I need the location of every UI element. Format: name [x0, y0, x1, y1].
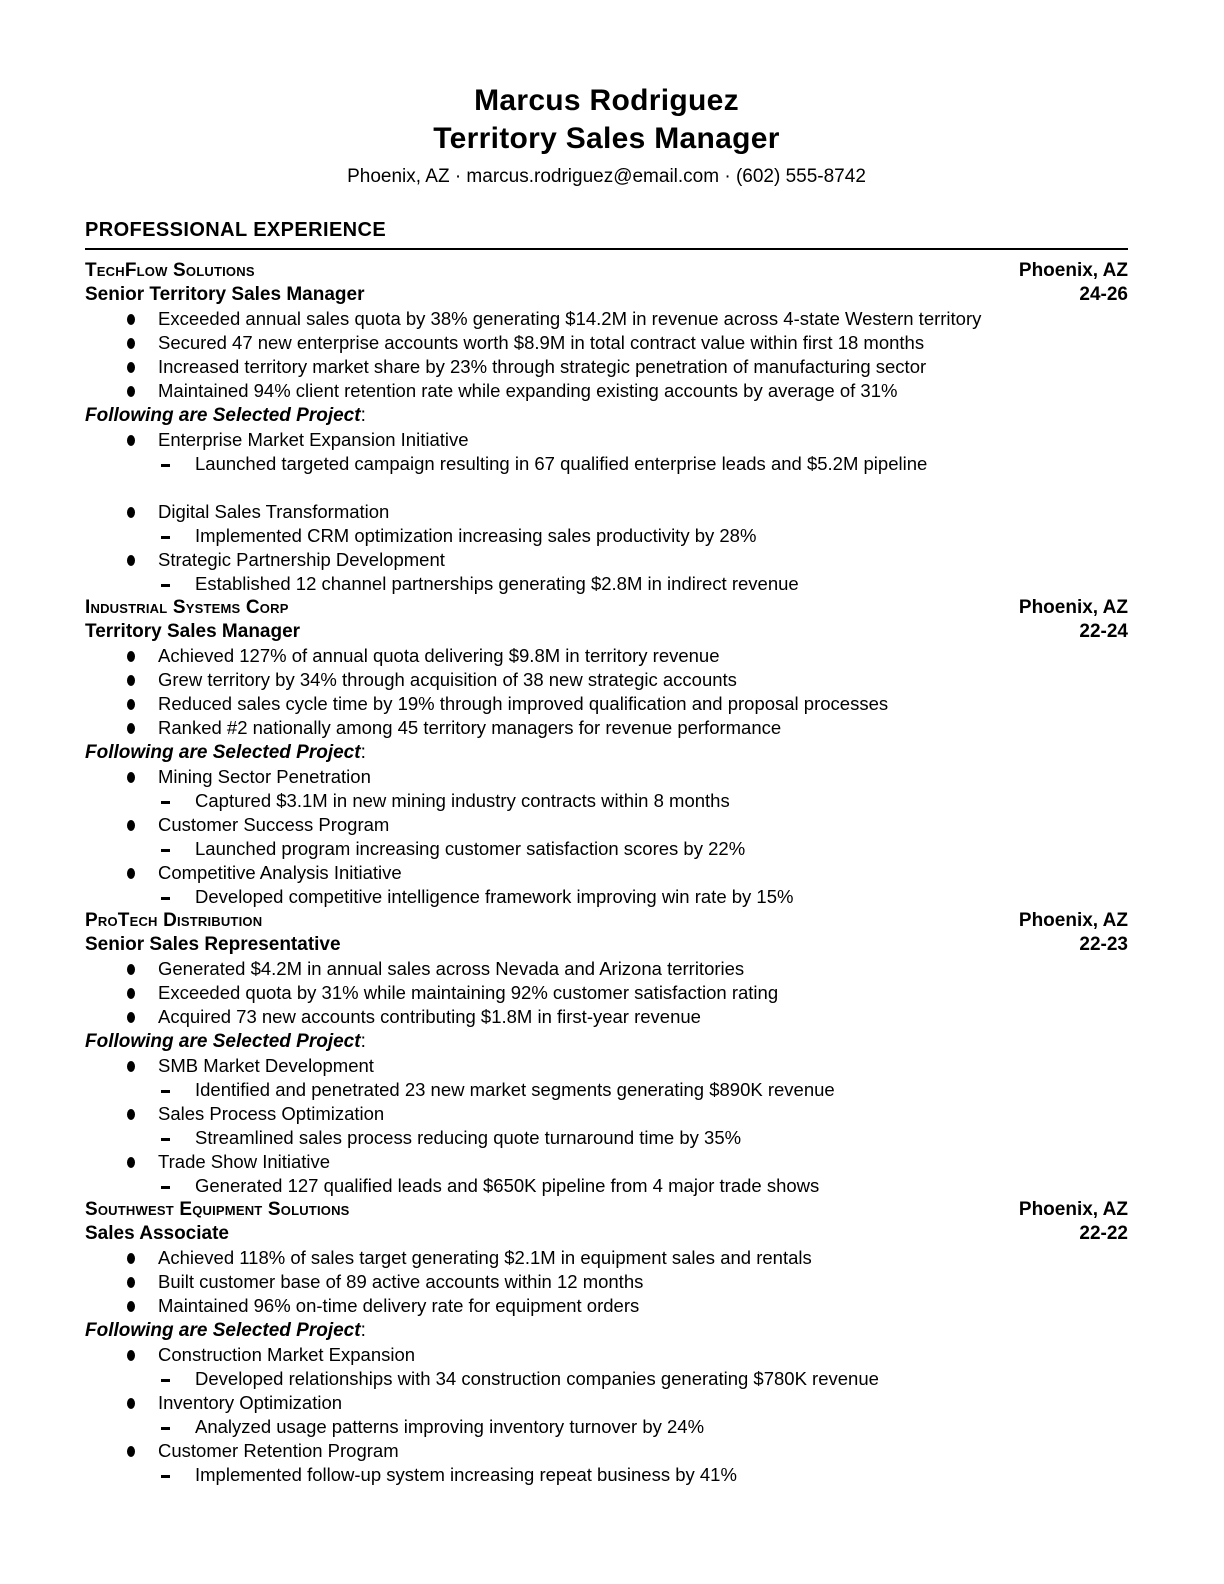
bullet-text: Generated $4.2M in annual sales across Nevada and Arizona territories — [158, 958, 745, 979]
company-name: Industrial Systems Corp — [85, 597, 289, 618]
project-name-row — [85, 428, 1128, 452]
project-detail-row — [85, 789, 1128, 813]
project-detail: Established 12 channel partnerships generating $2.8M in indirect revenue — [195, 573, 799, 594]
project-item — [85, 500, 1128, 548]
project-name: Customer Success Program — [158, 814, 390, 835]
job-role: Territory Sales Manager — [85, 621, 301, 642]
bullet-icon — [127, 699, 135, 710]
bullet-icon — [127, 988, 135, 999]
project-name: Digital Sales Transformation — [158, 501, 390, 522]
job-role: Sales Associate — [85, 1223, 229, 1244]
project-name: Trade Show Initiative — [158, 1151, 331, 1172]
company-location: Phoenix, AZ — [1018, 910, 1128, 931]
bullet-text: Built customer base of 89 active accounts within 12 months — [158, 1271, 644, 1292]
resume-header — [85, 82, 1128, 189]
bullet-item — [85, 981, 1128, 1005]
bullet-item — [85, 1294, 1128, 1318]
project-detail: Developed relationships with 34 construction companies generating $780K revenue — [195, 1368, 879, 1389]
job-bullet-list — [85, 307, 1128, 403]
bullet-icon — [127, 1301, 135, 1312]
project-name-row — [85, 1391, 1128, 1415]
project-name-row — [85, 1054, 1128, 1078]
project-detail-row — [85, 452, 1128, 476]
project-detail-row — [85, 1367, 1128, 1391]
bullet-icon — [127, 820, 135, 831]
role-row — [85, 933, 1128, 957]
project-name: Enterprise Market Expansion Initiative — [158, 429, 469, 450]
job-role: Senior Territory Sales Manager — [85, 284, 365, 305]
project-name-row — [85, 1439, 1128, 1463]
company-row — [85, 909, 1128, 933]
dash-icon — [161, 1186, 170, 1189]
candidate-name: Marcus Rodriguez — [474, 84, 739, 117]
project-name: Competitive Analysis Initiative — [158, 862, 402, 883]
bullet-icon — [127, 964, 135, 975]
project-list — [85, 765, 1128, 909]
role-row — [85, 283, 1128, 307]
dash-icon — [161, 1427, 170, 1430]
projects-heading-colon: : — [360, 1031, 366, 1052]
project-item — [85, 1054, 1128, 1102]
role-row — [85, 620, 1128, 644]
dash-icon — [161, 849, 170, 852]
section-title-professional-experience: PROFESSIONAL EXPERIENCE — [85, 219, 1128, 250]
project-name-row — [85, 765, 1128, 789]
company-location: Phoenix, AZ — [1018, 260, 1128, 281]
job-bullet-list — [85, 1246, 1128, 1318]
job-dates: 22-22 — [1079, 1223, 1128, 1244]
bullet-icon — [127, 507, 135, 518]
bullet-icon — [127, 1109, 135, 1120]
company-name: Southwest Equipment Solutions — [85, 1199, 350, 1220]
company-row — [85, 596, 1128, 620]
project-detail: Analyzed usage patterns improving inventory turnover by 24% — [195, 1416, 705, 1437]
project-detail-row — [85, 1463, 1128, 1487]
project-name-row — [85, 1343, 1128, 1367]
bullet-item — [85, 957, 1128, 981]
project-item — [85, 861, 1128, 909]
dash-icon — [161, 464, 170, 467]
company-name: ProTech Distribution — [85, 910, 263, 931]
job-dates: 24-26 — [1079, 284, 1128, 305]
contact-line: Phoenix, AZ · marcus.rodriguez@email.com · (602) 555-8742 — [347, 166, 866, 187]
job-dates: 22-23 — [1079, 934, 1128, 955]
bullet-icon — [127, 772, 135, 783]
job-bullet-list — [85, 957, 1128, 1029]
project-name-row — [85, 1102, 1128, 1126]
bullet-icon — [127, 723, 135, 734]
bullet-text: Ranked #2 nationally among 45 territory managers for revenue performance — [158, 717, 782, 738]
bullet-text: Achieved 127% of annual quota delivering $9.8M in territory revenue — [158, 645, 720, 666]
bullet-icon — [127, 1446, 135, 1457]
project-name-row — [85, 861, 1128, 885]
bullet-icon — [127, 651, 135, 662]
dash-icon — [161, 584, 170, 587]
dash-icon — [161, 1475, 170, 1478]
project-detail-row — [85, 572, 1128, 596]
company-row — [85, 259, 1128, 283]
project-name: Mining Sector Penetration — [158, 766, 371, 787]
job-entry — [85, 1198, 1128, 1487]
bullet-text: Increased territory market share by 23% through strategic penetration of manufacturing sector — [158, 356, 927, 377]
bullet-icon — [127, 868, 135, 879]
dash-icon — [161, 897, 170, 900]
bullet-icon — [127, 1350, 135, 1361]
project-detail: Identified and penetrated 23 new market segments generating $890K revenue — [195, 1079, 835, 1100]
bullet-item — [85, 668, 1128, 692]
bullet-text: Exceeded quota by 31% while maintaining 92% customer satisfaction rating — [158, 982, 779, 1003]
project-detail: Launched program increasing customer satisfaction scores by 22% — [195, 838, 746, 859]
bullet-item — [85, 692, 1128, 716]
project-detail-row — [85, 1415, 1128, 1439]
bullet-item — [85, 307, 1128, 331]
project-item — [85, 1343, 1128, 1391]
bullet-text: Maintained 96% on-time delivery rate for equipment orders — [158, 1295, 640, 1316]
project-detail-row — [85, 1126, 1128, 1150]
job-role: Senior Sales Representative — [85, 934, 341, 955]
project-name: Sales Process Optimization — [158, 1103, 385, 1124]
projects-heading-label: Following are Selected Project — [85, 742, 361, 763]
project-item — [85, 1391, 1128, 1439]
project-detail: Developed competitive intelligence framework improving win rate by 15% — [195, 886, 794, 907]
projects-heading-colon: : — [360, 742, 366, 763]
project-list — [85, 1054, 1128, 1198]
project-name-row — [85, 500, 1128, 524]
project-item — [85, 813, 1128, 861]
projects-heading — [85, 740, 1128, 765]
projects-heading-label: Following are Selected Project — [85, 1031, 361, 1052]
bullet-text: Secured 47 new enterprise accounts worth $8.9M in total contract value within first 18 months — [158, 332, 925, 353]
project-list — [85, 1343, 1128, 1487]
bullet-icon — [127, 314, 135, 325]
projects-heading-colon: : — [360, 1320, 366, 1341]
bullet-item — [85, 1270, 1128, 1294]
project-detail: Generated 127 qualified leads and $650K pipeline from 4 major trade shows — [195, 1175, 820, 1196]
bullet-item — [85, 331, 1128, 355]
project-item — [85, 428, 1128, 476]
project-name-row — [85, 548, 1128, 572]
bullet-item — [85, 644, 1128, 668]
project-detail: Implemented follow-up system increasing repeat business by 41% — [195, 1464, 737, 1485]
project-name: Strategic Partnership Development — [158, 549, 445, 570]
project-detail-row — [85, 885, 1128, 909]
projects-heading — [85, 1318, 1128, 1343]
bullet-icon — [127, 435, 135, 446]
bullet-text: Achieved 118% of sales target generating $2.1M in equipment sales and rentals — [158, 1247, 812, 1268]
project-item — [85, 1439, 1128, 1487]
bullet-item — [85, 1005, 1128, 1029]
bullet-item — [85, 716, 1128, 740]
bullet-icon — [127, 675, 135, 686]
company-location: Phoenix, AZ — [1018, 1199, 1128, 1220]
project-item — [85, 1150, 1128, 1198]
project-name: SMB Market Development — [158, 1055, 374, 1076]
bullet-icon — [127, 338, 135, 349]
dash-icon — [161, 1138, 170, 1141]
bullet-text: Grew territory by 34% through acquisition of 38 new strategic accounts — [158, 669, 737, 690]
project-name: Construction Market Expansion — [158, 1344, 416, 1365]
company-row — [85, 1198, 1128, 1222]
projects-heading-colon: : — [360, 405, 366, 426]
job-entry — [85, 909, 1128, 1198]
dash-icon — [161, 801, 170, 804]
bullet-icon — [127, 1253, 135, 1264]
project-name: Customer Retention Program — [158, 1440, 399, 1461]
job-entry — [85, 259, 1128, 596]
project-item — [85, 548, 1128, 596]
job-entry — [85, 596, 1128, 909]
project-item — [85, 1102, 1128, 1150]
bullet-item — [85, 379, 1128, 403]
project-detail-row — [85, 524, 1128, 548]
project-detail-row — [85, 837, 1128, 861]
bullet-item — [85, 1246, 1128, 1270]
bullet-icon — [127, 362, 135, 373]
project-name-row — [85, 1150, 1128, 1174]
bullet-icon — [127, 1277, 135, 1288]
project-list — [85, 428, 1128, 596]
dash-icon — [161, 1379, 170, 1382]
dash-icon — [161, 536, 170, 539]
project-detail: Implemented CRM optimization increasing sales productivity by 28% — [195, 525, 757, 546]
company-location: Phoenix, AZ — [1018, 597, 1128, 618]
candidate-title: Territory Sales Manager — [433, 122, 780, 155]
project-name: Inventory Optimization — [158, 1392, 343, 1413]
projects-heading-label: Following are Selected Project — [85, 405, 361, 426]
bullet-icon — [127, 1157, 135, 1168]
role-row — [85, 1222, 1128, 1246]
dash-icon — [161, 1090, 170, 1093]
bullet-item — [85, 355, 1128, 379]
project-detail-row — [85, 1174, 1128, 1198]
bullet-icon — [127, 1061, 135, 1072]
project-name-row — [85, 813, 1128, 837]
bullet-text: Reduced sales cycle time by 19% through improved qualification and proposal processes — [158, 693, 889, 714]
bullet-icon — [127, 1012, 135, 1023]
job-bullet-list — [85, 644, 1128, 740]
bullet-icon — [127, 1398, 135, 1409]
project-detail: Captured $3.1M in new mining industry contracts within 8 months — [195, 790, 730, 811]
bullet-text: Acquired 73 new accounts contributing $1.8M in first-year revenue — [158, 1006, 701, 1027]
project-detail-row — [85, 1078, 1128, 1102]
projects-heading-label: Following are Selected Project — [85, 1320, 361, 1341]
company-name: TechFlow Solutions — [85, 260, 255, 281]
experience-list — [85, 259, 1128, 1487]
projects-heading — [85, 1029, 1128, 1054]
projects-heading — [85, 403, 1128, 428]
bullet-text: Exceeded annual sales quota by 38% generating $14.2M in revenue across 4-state Western territory — [158, 308, 982, 329]
bullet-text: Maintained 94% client retention rate while expanding existing accounts by average of 31% — [158, 380, 898, 401]
bullet-icon — [127, 386, 135, 397]
project-detail: Streamlined sales process reducing quote turnaround time by 35% — [195, 1127, 742, 1148]
job-dates: 22-24 — [1079, 621, 1128, 642]
project-detail: Launched targeted campaign resulting in 67 qualified enterprise leads and $5.2M pipeline — [195, 453, 928, 474]
project-item — [85, 765, 1128, 813]
bullet-icon — [127, 555, 135, 566]
